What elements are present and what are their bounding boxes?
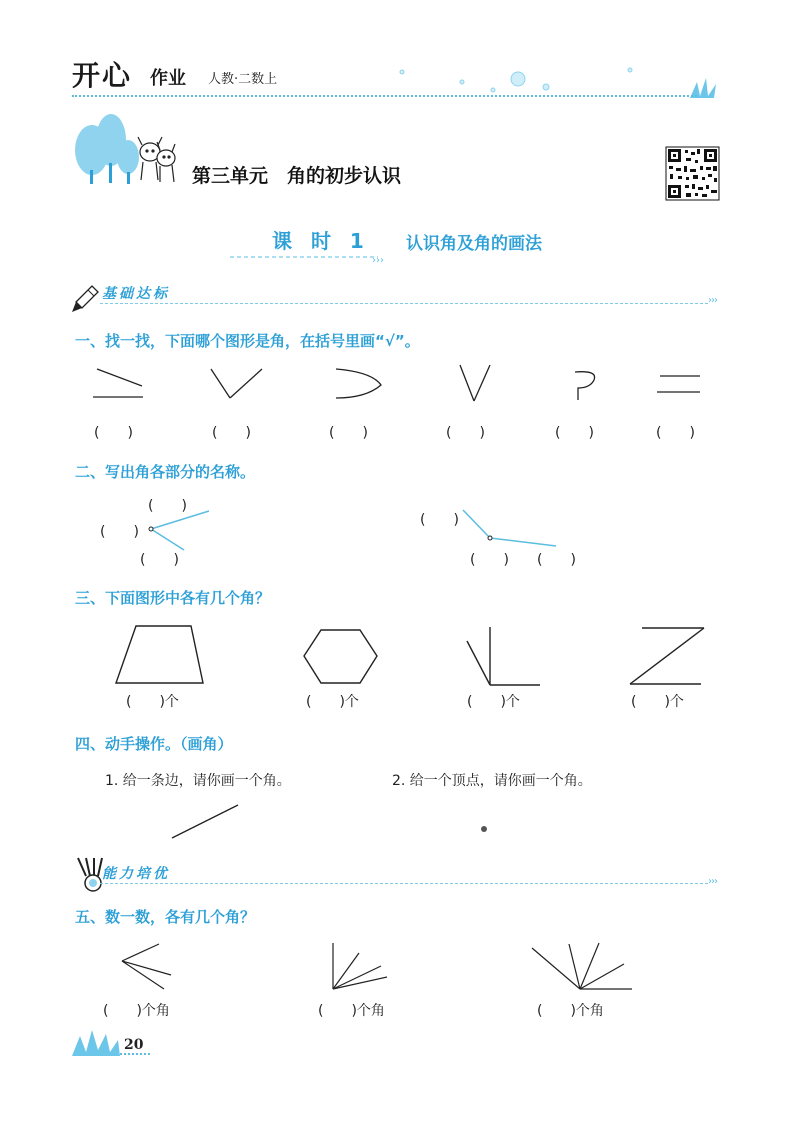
q2-blank-side-top[interactable]: ( ) [148, 498, 187, 514]
brand-subtitle: 作业 [150, 68, 186, 89]
question-5: 五、数一数，各有几个角？ [75, 908, 256, 926]
svg-text:›››: ››› [372, 255, 384, 266]
arrow-decoration: ››› [708, 876, 717, 887]
q1-answer-blank[interactable]: ( ) [555, 425, 594, 441]
q3-answer[interactable]: ( )个 [306, 694, 359, 710]
grass-icon [72, 1030, 120, 1056]
header-divider [72, 95, 697, 97]
bubble-icon [400, 68, 632, 92]
book-edition: 人教·二数上 [208, 72, 278, 87]
q3-l-shape [467, 627, 540, 685]
q2-blank-side-bottom[interactable]: ( ) [140, 552, 179, 568]
q4-given-side [172, 805, 238, 838]
q1-figure-5 [575, 372, 595, 400]
q4-subquestion-2: 2. 给一个顶点，请你画一个角。 [392, 773, 592, 789]
q1-answer-blank[interactable]: ( ) [212, 425, 251, 441]
q1-answer-blank[interactable]: ( ) [329, 425, 368, 441]
q1-figure-6 [657, 376, 700, 392]
unit-title: 第三单元 角的初步认识 [192, 165, 402, 187]
q4-subquestion-1: 1. 给一条边，请你画一个角。 [105, 773, 291, 789]
q5-figure-2 [333, 943, 387, 989]
q1-figure-2 [211, 369, 262, 398]
question-4: 四、动手操作。（画角） [75, 735, 233, 753]
question-1: 一、找一找，下面哪个图形是角，在括号里画“√”。 [75, 332, 420, 350]
brand-logo: 开心 [72, 59, 133, 92]
q1-figure-4 [460, 365, 490, 401]
animal-mascot-icon [138, 137, 175, 182]
q2-blank-side[interactable]: ( ) [420, 512, 459, 528]
q5-answer[interactable]: ( )个角 [537, 1003, 604, 1019]
section-divider [100, 883, 708, 884]
q5-figure-3 [532, 943, 632, 989]
q4-given-vertex [481, 826, 487, 832]
medal-icon [78, 858, 102, 891]
q5-answer[interactable]: ( )个角 [318, 1003, 385, 1019]
q5-figure-1 [122, 944, 171, 989]
q1-figure-1 [93, 369, 143, 397]
q2-blank-vertex[interactable]: ( ) [470, 552, 509, 568]
q1-answer-blank[interactable]: ( ) [94, 425, 133, 441]
q3-answer[interactable]: ( )个 [631, 694, 684, 710]
qr-code-icon [666, 147, 719, 200]
q2-angle-1 [149, 511, 209, 550]
q1-answer-blank[interactable]: ( ) [656, 425, 695, 441]
q2-angle-2 [463, 510, 556, 546]
page-number-underline [120, 1053, 150, 1055]
tree-icon [75, 114, 139, 184]
section-ability-label: 能力培优 [102, 866, 170, 882]
q3-answer[interactable]: ( )个 [467, 694, 520, 710]
lesson-title: 认识角及角的画法 [406, 234, 542, 254]
q3-trapezoid [116, 626, 203, 683]
q3-hexagon [304, 630, 377, 683]
pencil-icon [72, 286, 98, 312]
lesson-number: 课 时 1 [272, 229, 370, 253]
q5-answer[interactable]: ( )个角 [103, 1003, 170, 1019]
q1-figure-3 [336, 369, 381, 398]
q3-answer[interactable]: ( )个 [126, 694, 179, 710]
q3-z-shape [630, 628, 704, 684]
q2-blank-vertex[interactable]: ( ) [100, 524, 139, 540]
section-divider [100, 303, 708, 304]
arrow-decoration: ››› [708, 295, 717, 306]
question-3: 三、下面图形中各有几个角？ [75, 589, 271, 607]
section-basic-label: 基础达标 [102, 286, 170, 302]
page-number: 20 [124, 1037, 144, 1053]
question-2: 二、写出角各部分的名称。 [75, 463, 256, 481]
q1-answer-blank[interactable]: ( ) [446, 425, 485, 441]
q2-blank-side[interactable]: ( ) [537, 552, 576, 568]
